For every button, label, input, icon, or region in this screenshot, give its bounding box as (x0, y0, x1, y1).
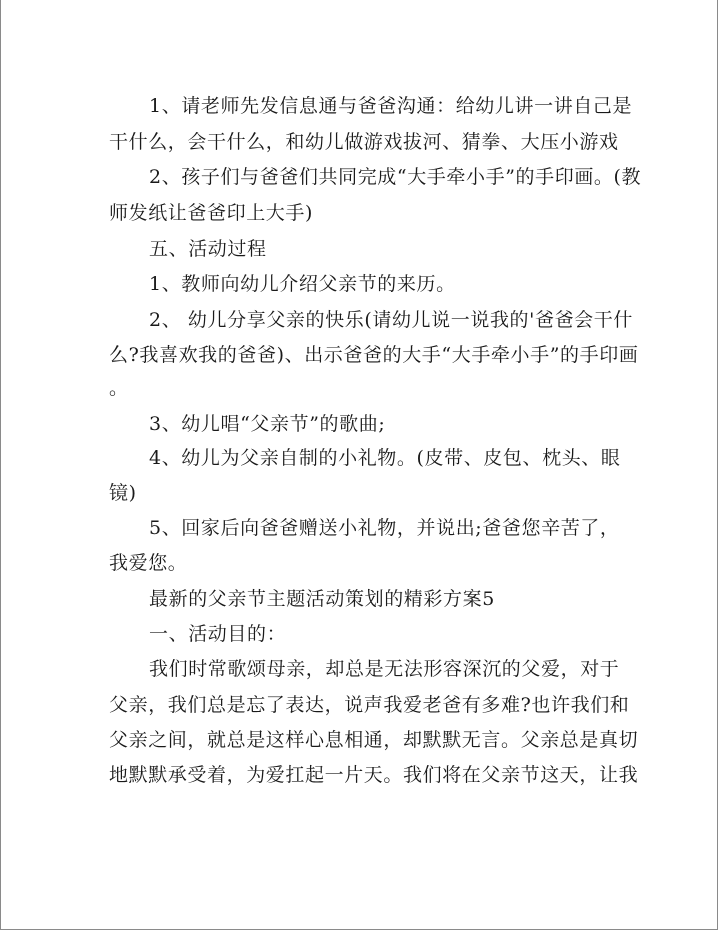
paragraph-line: 镜) (109, 482, 137, 504)
paragraph-line: 地默默承受着，为爱扛起一片天。我们将在父亲节这天，让我 (109, 764, 639, 786)
paragraph-line: 么?我喜欢我的爸爸)、出示爸爸的大手“大手牵小手”的手印画 (109, 344, 639, 366)
paragraph-line: 父亲，我们总是忘了表达，说声我爱老爸有多难?也许我们和 (109, 694, 630, 716)
paragraph-line: 干什么，会干什么，和幼儿做游戏拔河、猜拳、大压小游戏 (109, 131, 619, 153)
paragraph-line: 我们时常歌颂母亲，却总是无法形容深沉的父爱，对于 (149, 658, 620, 680)
paragraph-line: 3、幼儿唱“父亲节”的歌曲; (149, 413, 386, 435)
section-title: 最新的父亲节主题活动策划的精彩方案5 (149, 588, 495, 610)
section-heading: 一、活动目的： (149, 623, 287, 645)
paragraph-line: 1、教师向幼儿介绍父亲节的来历。 (149, 273, 456, 295)
paragraph-line: 我爱您。 (109, 552, 188, 574)
paragraph-line: 2、 幼儿分享父亲的快乐(请幼儿说一说我的'爸爸会干什 (149, 309, 633, 331)
paragraph-line: 父亲之间，就总是这样心息相通，却默默无言。父亲总是真切 (109, 729, 639, 751)
paragraph-line: 。 (109, 377, 129, 399)
paragraph-line: 4、幼儿为父亲自制的小礼物。(皮带、皮包、枕头、眼 (149, 447, 621, 469)
paragraph-line: 5、回家后向爸爸赠送小礼物，并说出;爸爸您辛苦了， (149, 517, 620, 539)
paragraph-line: 师发纸让爸爸印上大手) (109, 202, 314, 224)
paragraph-line: 1、请老师先发信息通与爸爸沟通：给幼儿讲一讲自己是 (149, 95, 633, 117)
section-heading: 五、活动过程 (149, 238, 267, 260)
paragraph-line: 2、孩子们与爸爸们共同完成“大手牵小手”的手印画。(教 (149, 166, 642, 188)
